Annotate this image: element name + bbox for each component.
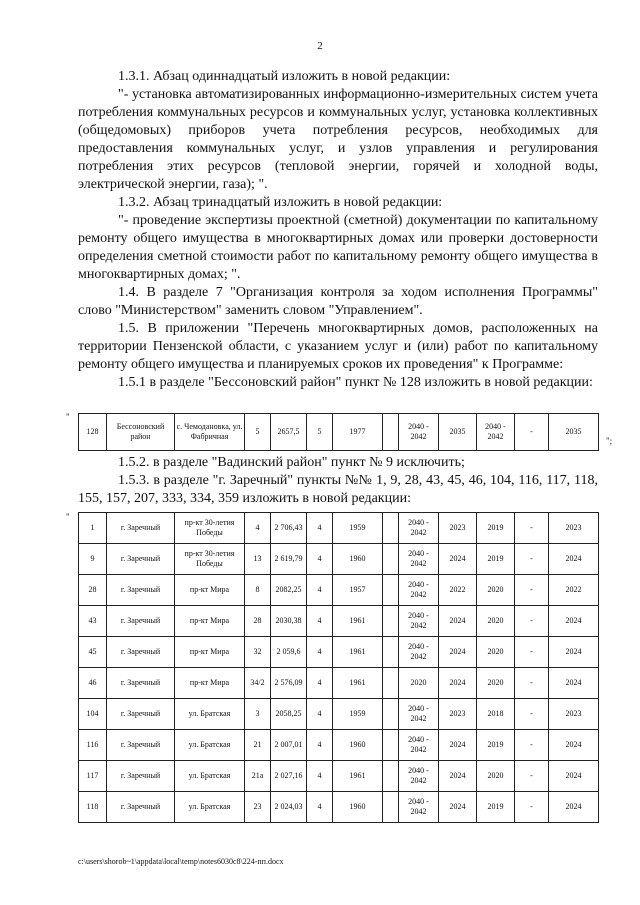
table-cell: 13 <box>245 544 271 575</box>
table-cell: 1 <box>79 513 107 544</box>
table-cell: 45 <box>79 637 107 668</box>
table-cell: 2040 - 2042 <box>399 575 439 606</box>
table-cell: 5 <box>245 414 271 451</box>
table-cell <box>383 668 399 699</box>
paragraph-quote-1: "- установка автоматизированных информационно-измерительных систем учета потребления коммунальных ресурсов и коммунальных услуг, установка коллективных (общедомовых) приборов учета потребления ресурсов, необходимых для предоставления коммунальных услуг, и узлов управления и регулирования потребления этих ресурсов (тепловой энергии, горячей и холодной воды, электрической энергии, газа); ". <box>78 87 598 192</box>
table-cell: 117 <box>79 761 107 792</box>
table-row <box>79 668 599 699</box>
table-cell: г. Заречный <box>107 575 175 606</box>
table-cell <box>383 637 399 668</box>
table-cell: 4 <box>307 513 333 544</box>
table-cell: 2024 <box>439 544 477 575</box>
paragraph-1-5-3: 1.5.3. в разделе "г. Заречный" пункты №№ 1, 9, 28, 43, 45, 46, 104, 116, 117, 118, 155, 157, 207, 333, 334, 359 изложить в новой редакции: <box>78 473 598 506</box>
table-row <box>79 544 599 575</box>
table-cell: - <box>515 414 549 451</box>
table-cell: 21 <box>245 730 271 761</box>
table-cell: - <box>515 699 549 730</box>
table-row <box>79 730 599 761</box>
table-cell: 2 024,03 <box>271 792 307 823</box>
quote-open-mark: " <box>66 412 70 422</box>
table-cell: 4 <box>307 792 333 823</box>
table-cell: 2024 <box>439 761 477 792</box>
table-cell: 1977 <box>333 414 383 451</box>
table-cell: 2035 <box>439 414 477 451</box>
table-cell: 2022 <box>549 575 599 606</box>
table-cell: 2020 <box>477 761 515 792</box>
table-cell: 21а <box>245 761 271 792</box>
table-cell: 1960 <box>333 544 383 575</box>
table-cell: г. Заречный <box>107 761 175 792</box>
table-cell: 2019 <box>477 513 515 544</box>
table-cell: 2024 <box>549 637 599 668</box>
table-cell: 1961 <box>333 668 383 699</box>
table-cell: 1957 <box>333 575 383 606</box>
table-cell: пр-кт 30-летия Победы <box>175 513 245 544</box>
table-cell <box>383 575 399 606</box>
table-cell: 2024 <box>549 544 599 575</box>
table-cell: 1961 <box>333 761 383 792</box>
table-cell: 2657,5 <box>271 414 307 451</box>
table-cell: 128 <box>79 414 107 451</box>
table-cell: - <box>515 730 549 761</box>
table-cell <box>383 699 399 730</box>
table-cell: г. Заречный <box>107 513 175 544</box>
table-cell: 2024 <box>439 606 477 637</box>
table-cell: 1961 <box>333 606 383 637</box>
table-cell: 2020 <box>399 668 439 699</box>
table-cell: 2024 <box>439 668 477 699</box>
table-cell: 4 <box>307 637 333 668</box>
table-cell: 2024 <box>439 792 477 823</box>
table-cell: - <box>515 637 549 668</box>
paragraph-1-5-1: 1.5.1 в разделе "Бессоновский район" пункт № 128 изложить в новой редакции: <box>118 375 593 390</box>
table-cell: 2 007,01 <box>271 730 307 761</box>
quote-open-mark: " <box>66 512 70 522</box>
table-cell: 2023 <box>549 699 599 730</box>
table-cell: 34/2 <box>245 668 271 699</box>
table-cell: 2019 <box>477 792 515 823</box>
table-cell: 2024 <box>439 637 477 668</box>
table-cell: 2082,25 <box>271 575 307 606</box>
table-cell: ул. Братская <box>175 730 245 761</box>
table-cell: 2024 <box>439 730 477 761</box>
table-row <box>79 792 599 823</box>
table-bessonovsky <box>78 413 599 451</box>
table-cell: - <box>515 544 549 575</box>
table-cell: 4 <box>307 730 333 761</box>
table-cell: - <box>515 575 549 606</box>
table-cell: пр-кт Мира <box>175 606 245 637</box>
table-cell: 2 027,16 <box>271 761 307 792</box>
table-cell: 2024 <box>549 668 599 699</box>
table-cell: - <box>515 606 549 637</box>
table-cell: 2040 - 2042 <box>477 414 515 451</box>
table-cell: 2030,38 <box>271 606 307 637</box>
table-zarechny <box>78 512 599 823</box>
table-cell: г. Заречный <box>107 544 175 575</box>
table-cell: 1960 <box>333 792 383 823</box>
table-cell: 2020 <box>477 637 515 668</box>
file-path-footer: c:\users\shorob~1\appdata\local\temp\notes6030c8\224-пп.docx <box>78 857 284 866</box>
table-cell: 1959 <box>333 699 383 730</box>
table-cell: 1959 <box>333 513 383 544</box>
table-cell: 43 <box>79 606 107 637</box>
table-cell: 2 576,09 <box>271 668 307 699</box>
table-cell: 2020 <box>477 575 515 606</box>
table-cell: 2 619,79 <box>271 544 307 575</box>
table-cell <box>383 544 399 575</box>
paragraph-quote-2: "- проведение экспертизы проектной (сметной) документации по капитальному ремонту общего имущества в многоквартирных домах или проверки достоверности определения сметной стоимости работ по капитальному ремонту общего имущества в многоквартирных домах; ". <box>78 213 598 282</box>
table-cell: 46 <box>79 668 107 699</box>
table-cell: 5 <box>307 414 333 451</box>
table-cell: 2023 <box>549 513 599 544</box>
table-cell: 3 <box>245 699 271 730</box>
table-row <box>79 699 599 730</box>
table-cell: 28 <box>79 575 107 606</box>
table-cell: 2019 <box>477 730 515 761</box>
table-row <box>79 606 599 637</box>
table-cell: 1960 <box>333 730 383 761</box>
table-cell: пр-кт Мира <box>175 637 245 668</box>
table-cell <box>383 730 399 761</box>
table-cell: 2040 - 2042 <box>399 699 439 730</box>
page-number: 2 <box>317 40 323 52</box>
table-cell: 2040 - 2042 <box>399 606 439 637</box>
table-cell: 2058,25 <box>271 699 307 730</box>
table-cell: - <box>515 668 549 699</box>
paragraph-1-3-2: 1.3.2. Абзац тринадцатый изложить в новой редакции: <box>118 195 443 210</box>
table-cell: 2040 - 2042 <box>399 792 439 823</box>
body-text <box>78 68 598 392</box>
table-cell: 4 <box>307 668 333 699</box>
table-cell: с. Чемодановка, ул. Фабричная <box>175 414 245 451</box>
table-cell: 2035 <box>549 414 599 451</box>
table-cell <box>383 414 399 451</box>
paragraph-1-3-1: 1.3.1. Абзац одиннадцатый изложить в новой редакции: <box>118 69 451 84</box>
table-cell: - <box>515 761 549 792</box>
table-cell: 2024 <box>549 606 599 637</box>
table-row <box>79 513 599 544</box>
table-cell: Бессоновский район <box>107 414 175 451</box>
table-cell: 4 <box>307 575 333 606</box>
table-cell: 2 706,43 <box>271 513 307 544</box>
table-cell: 2022 <box>439 575 477 606</box>
table-cell: 2024 <box>549 730 599 761</box>
table-cell: 118 <box>79 792 107 823</box>
table-cell: 116 <box>79 730 107 761</box>
table-cell <box>383 761 399 792</box>
paragraph-1-4: 1.4. В разделе 7 "Организация контроля за ходом исполнения Программы" слово "Министерством" заменить словом "Управлением". <box>78 285 598 318</box>
table-row <box>79 414 599 451</box>
quote-close-mark: "; <box>606 436 613 446</box>
table-row <box>79 761 599 792</box>
table-cell: 1961 <box>333 637 383 668</box>
table-cell: г. Заречный <box>107 668 175 699</box>
table-cell: г. Заречный <box>107 606 175 637</box>
table-cell: пр-кт Мира <box>175 668 245 699</box>
table-cell: 2040 - 2042 <box>399 544 439 575</box>
table-cell: 2020 <box>477 668 515 699</box>
table-row <box>79 637 599 668</box>
table-cell: 2 059,6 <box>271 637 307 668</box>
table-cell: 104 <box>79 699 107 730</box>
table-cell: 2040 - 2042 <box>399 414 439 451</box>
table-cell: г. Заречный <box>107 699 175 730</box>
table-cell <box>383 513 399 544</box>
table-cell: 2023 <box>439 513 477 544</box>
table-cell: 4 <box>307 606 333 637</box>
table-cell: 2040 - 2042 <box>399 637 439 668</box>
table-cell: г. Заречный <box>107 730 175 761</box>
table-cell: ул. Братская <box>175 792 245 823</box>
table-cell: 2040 - 2042 <box>399 513 439 544</box>
table-cell: г. Заречный <box>107 637 175 668</box>
table-cell: пр-кт 30-летия Победы <box>175 544 245 575</box>
table-cell: 2024 <box>549 761 599 792</box>
table-cell: ул. Братская <box>175 761 245 792</box>
table-cell <box>383 792 399 823</box>
paragraph-1-5-2: 1.5.2. в разделе "Вадинский район" пункт № 9 исключить; <box>118 455 465 470</box>
table-cell: 2040 - 2042 <box>399 761 439 792</box>
table-cell: - <box>515 792 549 823</box>
table-cell: 23 <box>245 792 271 823</box>
table-cell: ул. Братская <box>175 699 245 730</box>
table-cell: 2020 <box>477 606 515 637</box>
table-cell: 2018 <box>477 699 515 730</box>
table-cell: 28 <box>245 606 271 637</box>
table-cell: 32 <box>245 637 271 668</box>
table-cell: 8 <box>245 575 271 606</box>
table-cell: 4 <box>245 513 271 544</box>
table-cell <box>383 606 399 637</box>
table-cell: 4 <box>307 761 333 792</box>
body-text-middle <box>78 454 598 508</box>
table-cell: 2040 - 2042 <box>399 730 439 761</box>
table-cell: 4 <box>307 544 333 575</box>
table-cell: 2019 <box>477 544 515 575</box>
table-cell: 9 <box>79 544 107 575</box>
table-cell: 2024 <box>549 792 599 823</box>
table-cell: 4 <box>307 699 333 730</box>
table-cell: 2023 <box>439 699 477 730</box>
table-cell: пр-кт Мира <box>175 575 245 606</box>
table-cell: - <box>515 513 549 544</box>
table-row <box>79 575 599 606</box>
paragraph-1-5: 1.5. В приложении "Перечень многоквартирных домов, расположенных на территории Пензенской области, с указанием услуг и (или) работ по капитальному ремонту общего имущества и планируемых сроков их проведения" к Программе: <box>78 321 598 372</box>
table-cell: г. Заречный <box>107 792 175 823</box>
